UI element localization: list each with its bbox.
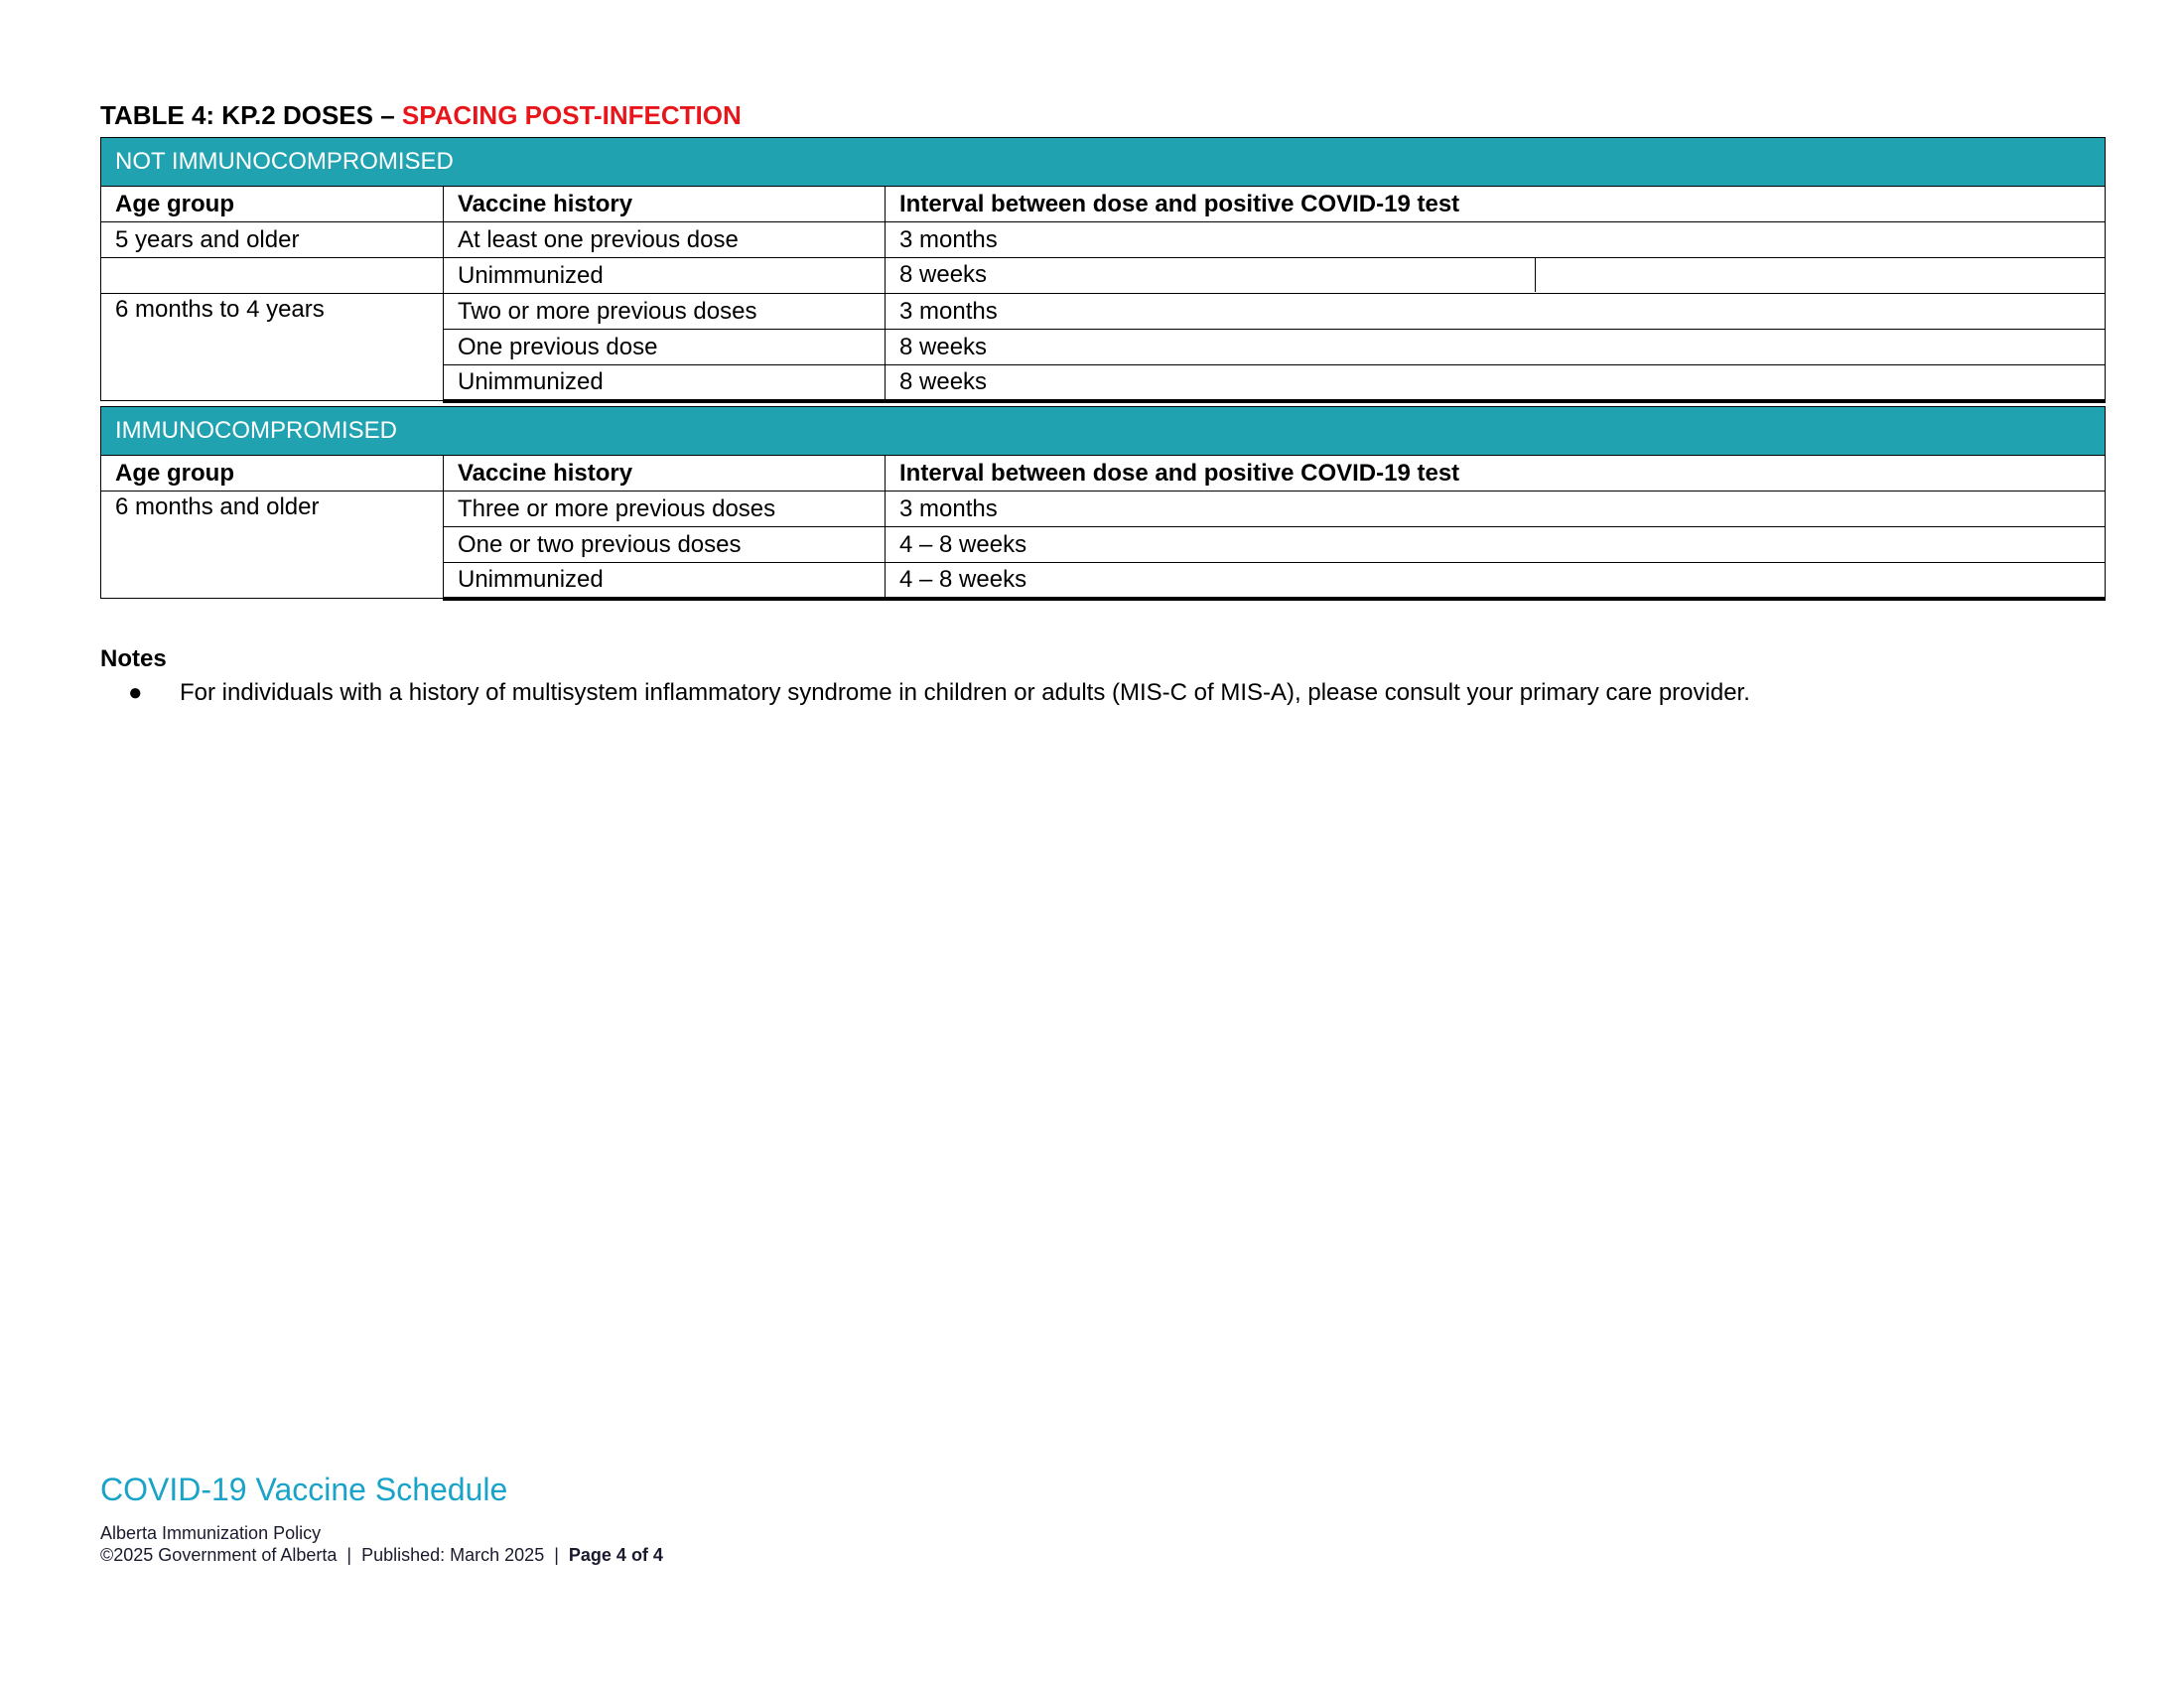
table-header-row (101, 456, 2106, 492)
history-cell: Two or more previous doses (444, 294, 886, 330)
header-age-group: Age group (101, 187, 444, 222)
history-cell: Unimmunized (444, 258, 886, 294)
header-interval: Interval between dose and positive COVID-19 test (886, 456, 2106, 492)
section-band (101, 407, 2106, 456)
footer-page-number: Page 4 of 4 (568, 1545, 663, 1565)
interval-cell: 3 months (886, 492, 2106, 527)
title-prefix: TABLE 4: KP.2 DOSES – (100, 100, 402, 130)
footer-title: COVID-19 Vaccine Schedule (100, 1472, 508, 1507)
page-title (100, 99, 742, 131)
interval-cell: 3 months (886, 294, 2106, 330)
notes-list (100, 679, 1750, 707)
notes-heading: Notes (100, 645, 167, 672)
bullet-icon: ● (128, 679, 143, 706)
table-row (101, 492, 2106, 527)
footer-policy: Alberta Immunization Policy (100, 1523, 322, 1543)
table-row (101, 258, 2106, 294)
footer-meta (100, 1545, 663, 1566)
age-cell: 6 months and older (101, 492, 444, 599)
interval-cell: 4 – 8 weeks (886, 563, 2106, 599)
history-cell: Unimmunized (444, 563, 886, 599)
title-accent: SPACING POST-INFECTION (401, 100, 742, 130)
note-item (100, 679, 1750, 707)
section-band-label: IMMUNOCOMPROMISED (101, 407, 2106, 456)
interval-cell: 8 weeks (886, 365, 2106, 401)
footer-copyright: ©2025 Government of Alberta (100, 1545, 338, 1565)
table-immunocompromised (100, 406, 2106, 601)
section-band-label: NOT IMMUNOCOMPROMISED (101, 138, 2106, 187)
section-band (101, 138, 2106, 187)
header-age-group: Age group (101, 456, 444, 492)
age-cell: 6 months to 4 years (101, 294, 444, 401)
header-vaccine-history: Vaccine history (444, 187, 886, 222)
history-cell: Three or more previous doses (444, 492, 886, 527)
table-row (101, 294, 2106, 330)
interval-cell-split (886, 258, 2106, 294)
age-cell: 5 years and older (101, 222, 444, 258)
history-cell: One previous dose (444, 330, 886, 365)
history-cell: At least one previous dose (444, 222, 886, 258)
table-row (101, 222, 2106, 258)
interval-cell: 8 weeks (886, 258, 1536, 292)
footer-separator: | (346, 1545, 352, 1565)
interval-cell: 8 weeks (886, 330, 2106, 365)
footer-separator: | (554, 1545, 559, 1565)
table-header-row (101, 187, 2106, 222)
interval-cell: 3 months (886, 222, 2106, 258)
history-cell: One or two previous doses (444, 527, 886, 563)
header-vaccine-history: Vaccine history (444, 456, 886, 492)
header-interval: Interval between dose and positive COVID-19 test (886, 187, 2106, 222)
age-cell (101, 258, 444, 294)
history-cell: Unimmunized (444, 365, 886, 401)
table-not-immunocompromised (100, 137, 2106, 403)
note-text: For individuals with a history of multisystem inflammatory syndrome in children or adults (MIS-C of MIS-A), please consult your primary care provider. (180, 679, 1750, 706)
interval-cell: 4 – 8 weeks (886, 527, 2106, 563)
footer-published: Published: March 2025 (361, 1545, 545, 1565)
